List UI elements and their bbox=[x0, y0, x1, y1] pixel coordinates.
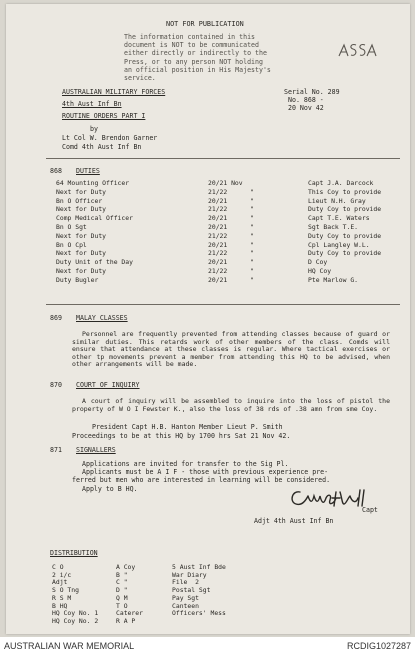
distribution-entry: B HQ bbox=[52, 601, 68, 610]
duty-duty: Bn O Cpl bbox=[56, 240, 87, 249]
notice-line: an official position in His Majesty's bbox=[124, 65, 271, 74]
duty-who: Duty Coy to provide bbox=[308, 231, 382, 240]
signature-rank: Capt bbox=[362, 506, 378, 514]
section-text: A court of inquiry will be assembled to inquire into the loss of pistol the property of W O I Fewster K., also the loss of 38 rds of .38 amn from sme Coy. bbox=[72, 397, 390, 413]
duty-who: Duty Coy to provide bbox=[308, 249, 382, 258]
duty-who: Lieut N.H. Gray bbox=[308, 196, 366, 205]
distribution-title: DISTRIBUTION bbox=[50, 549, 98, 557]
duty-duty: Duty Unit of the Day bbox=[56, 258, 133, 267]
section-title: COURT OF INQUIRY bbox=[76, 381, 140, 389]
duty-date: 20/21 bbox=[208, 223, 228, 231]
distribution-entry: Officers' Mess bbox=[172, 609, 226, 618]
notice-block bbox=[124, 33, 271, 82]
not-for-publication: NOT FOR PUBLICATION bbox=[166, 20, 244, 28]
section-number: 869 bbox=[50, 314, 62, 322]
duty-who: D Coy bbox=[308, 258, 328, 267]
document-page bbox=[6, 4, 410, 634]
duty-date: 20/21 bbox=[208, 214, 228, 223]
distribution-entry: Postal Sgt bbox=[172, 586, 211, 595]
distribution-entry: Caterer bbox=[116, 609, 143, 618]
distribution-col-3 bbox=[172, 564, 226, 626]
notice-line: either directly or indirectly to the bbox=[124, 49, 267, 58]
distribution-entry: File 2 bbox=[172, 578, 199, 587]
unit-title: AUSTRALIAN MILITARY FORCES bbox=[62, 88, 166, 96]
duty-sep: " bbox=[250, 258, 254, 267]
distribution-col-1 bbox=[52, 564, 98, 626]
section-title: MALAY CLASSES bbox=[76, 314, 128, 322]
commander-role: Comd 4th Aust Inf Bn bbox=[62, 143, 142, 151]
distribution-entry: 5 Aust Inf Bde bbox=[172, 563, 226, 571]
section-number: 871 bbox=[50, 446, 62, 454]
distribution-entry: HQ Coy No. 1 bbox=[52, 609, 99, 618]
duty-duty: Next for Duty bbox=[56, 231, 107, 240]
text-line: Applications are invited for transfer to the Sig Pl. bbox=[82, 460, 289, 468]
duty-sep: " bbox=[250, 275, 254, 284]
duty-date: 20/21 bbox=[208, 275, 228, 284]
duty-duty: Comp Medical Officer bbox=[56, 214, 133, 223]
section-text: Personnel are frequently prevented from attending classes because of guard or similar duties. This retards work of other members of the class. Comds will ensure that attendance at these classes is regular. Where tactical exercises or other tp movements prevent a member from attending this HQ to be advised, when other arrangements will be made. bbox=[72, 330, 390, 369]
duty-date: 21/22 bbox=[208, 205, 228, 214]
duty-duty: 64 Mounting Officer bbox=[56, 179, 130, 187]
signature-role: Adjt 4th Aust Inf Bn bbox=[254, 517, 334, 525]
duty-who: Capt T.E. Waters bbox=[308, 214, 370, 223]
duty-who: HQ Coy bbox=[308, 267, 332, 275]
duty-sep: " bbox=[250, 267, 254, 275]
footer-id: RCDIG1027287 bbox=[346, 640, 411, 651]
divider bbox=[46, 158, 400, 159]
distribution-entry: A Coy bbox=[116, 563, 136, 571]
duty-duty: Duty Bugler bbox=[56, 275, 99, 284]
duty-date: 20/21 bbox=[208, 258, 228, 267]
distribution-entry: D " bbox=[116, 586, 128, 595]
handwritten-stamp bbox=[336, 40, 380, 62]
duty-sep: " bbox=[250, 223, 254, 231]
duty-sep: " bbox=[250, 214, 254, 223]
notice-line: Press, or to any person NOT holding bbox=[124, 57, 263, 66]
text-line: Apply to B HQ. bbox=[82, 484, 138, 493]
duty-who: Capt J.A. Darcock bbox=[308, 179, 374, 187]
distribution-entry: 2 i/c bbox=[52, 570, 72, 579]
duty-duty: Next for Duty bbox=[56, 187, 107, 196]
unit-subtitle: 4th Aust Inf Bn bbox=[62, 100, 122, 108]
notice-line: service. bbox=[124, 74, 156, 83]
divider bbox=[46, 304, 400, 305]
serial-number: Serial No. 289 bbox=[284, 88, 340, 96]
distribution-entry bbox=[172, 618, 226, 626]
distribution-entry: T O bbox=[116, 601, 128, 610]
inquiry-proceedings: Proceedings to be at this HQ by 1700 hrs Sat 21 Nov 42. bbox=[72, 432, 291, 440]
distribution-entry: B " bbox=[116, 570, 128, 579]
distribution-entry: R S M bbox=[52, 593, 72, 602]
duty-duty: Next for Duty bbox=[56, 205, 107, 214]
section-number: 868 bbox=[50, 167, 62, 175]
duty-who: Duty Coy to provide bbox=[308, 205, 382, 214]
distribution-entry: R A P bbox=[116, 616, 136, 625]
duty-who: This Coy to provide bbox=[308, 187, 382, 196]
duty-date: 20/21 bbox=[208, 196, 228, 205]
duty-date: 20/21 Nov bbox=[208, 179, 243, 187]
section-title: DUTIES bbox=[76, 167, 100, 175]
section-title: SIGNALLERS bbox=[76, 446, 116, 454]
footer-bar bbox=[0, 637, 415, 654]
notice-line: The information contained in this bbox=[124, 33, 256, 41]
duty-date: 21/22 bbox=[208, 249, 228, 258]
distribution-entry: War Diary bbox=[172, 570, 207, 579]
orders-title: ROUTINE ORDERS PART I bbox=[62, 112, 146, 120]
distribution-entry: Q M bbox=[116, 593, 128, 602]
duty-sep: " bbox=[250, 205, 254, 214]
order-number: No. 868 - bbox=[288, 96, 324, 104]
distribution-entry: HQ Coy No. 2 bbox=[52, 616, 99, 625]
by-label: by bbox=[90, 125, 98, 133]
duty-who: Cpl Langley W.L. bbox=[308, 240, 370, 249]
distribution-entry: S O Tng bbox=[52, 586, 79, 595]
duty-sep: " bbox=[250, 187, 254, 196]
footer-source: AUSTRALIAN WAR MEMORIAL bbox=[4, 640, 135, 651]
duty-duty: Bn O Officer bbox=[56, 196, 103, 205]
duty-date: 21/22 bbox=[208, 267, 228, 275]
duty-sep: " bbox=[250, 196, 254, 205]
handwritten-signature bbox=[286, 484, 370, 512]
duty-who: Sgt Back T.E. bbox=[308, 223, 359, 231]
distribution-col-2 bbox=[116, 564, 143, 626]
inquiry-members: President Capt H.B. Hanton Member Lieut P. Smith bbox=[92, 423, 283, 431]
duty-date: 21/22 bbox=[208, 231, 228, 240]
distribution-entry: Canteen bbox=[172, 601, 199, 610]
duty-sep: " bbox=[250, 240, 254, 249]
distribution-entry: Pay Sgt bbox=[172, 593, 199, 602]
duty-duty: Bn O Sgt bbox=[56, 223, 87, 231]
duty-date: 21/22 bbox=[208, 187, 228, 196]
order-date: 20 Nov 42 bbox=[288, 104, 324, 112]
duty-who: Pte Marlow G. bbox=[308, 275, 359, 284]
distribution-entry: C " bbox=[116, 578, 128, 587]
duties-table bbox=[6, 179, 410, 285]
notice-line: document is NOT to be communicated bbox=[124, 41, 259, 50]
distribution-entry: Adjt bbox=[52, 578, 68, 587]
commander-name: Lt Col W. Brendon Garner bbox=[62, 134, 158, 142]
duty-date: 20/21 bbox=[208, 240, 228, 249]
duty-sep: " bbox=[250, 249, 254, 258]
duty-duty: Next for Duty bbox=[56, 267, 107, 275]
section-number: 870 bbox=[50, 381, 62, 389]
text-line: ferred but men who are interested in learning will be considered. bbox=[72, 476, 331, 485]
text-line: Applicants must be A I F - those with previous experience pre- bbox=[82, 468, 329, 477]
duty-duty: Next for Duty bbox=[56, 249, 107, 258]
duty-sep: " bbox=[250, 231, 254, 240]
distribution-entry: C O bbox=[52, 563, 64, 571]
